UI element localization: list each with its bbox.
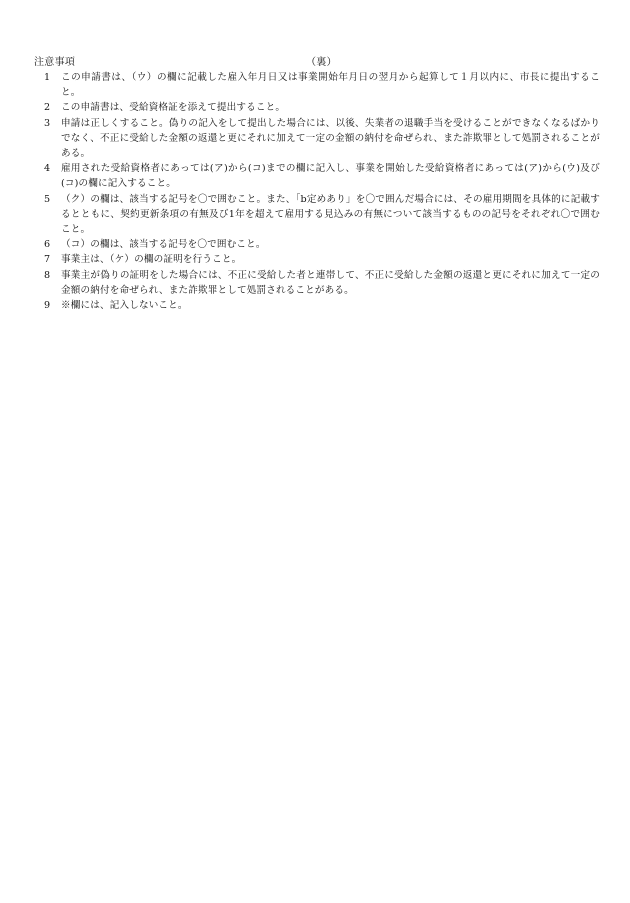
notes-heading: 注意事項 — [34, 57, 76, 68]
note-text: 雇用された受給資格者にあっては(ア)から(コ)までの欄に記入し、事業を開始した受給資格者にあっては(ア)から(ウ)及び(コ)の欄に記入すること。 — [61, 163, 600, 190]
note-item — [44, 192, 600, 238]
note-text: この申請書は、（ウ）の欄に記載した雇入年月日又は事業開始年月日の翌月から起算して１月以内に、市長に提出すること。 — [61, 72, 600, 99]
note-number: 8 — [44, 269, 51, 281]
note-text: （コ）の欄は、該当する記号を〇で囲むこと。 — [61, 239, 266, 251]
reverse-side-label: （裏） — [306, 57, 337, 68]
note-number: 4 — [44, 163, 51, 175]
notes-list — [34, 70, 600, 313]
note-item — [44, 237, 600, 252]
note-item — [44, 298, 600, 313]
note-text: （ク）の欄は、該当する記号を〇で囲むこと。また、「b定めあり」を〇で囲んだ場合には、その雇用期間を具体的に記載するとともに、契約更新条項の有無及び1年を超えて雇用する見込みの有無について該当するものの記号をそれぞれ〇で囲むこと。 — [61, 193, 600, 236]
note-item — [44, 70, 600, 100]
note-number: 2 — [44, 102, 51, 114]
note-item — [44, 268, 600, 298]
note-number: 5 — [44, 193, 51, 205]
note-text: 事業主が偽りの証明をした場合には、不正に受給した者と連帯して、不正に受給した金額の返還と更にそれに加えて一定の金額の納付を命ぜられ、また詐欺罪として処罰されることがある。 — [61, 269, 600, 296]
note-item — [44, 100, 600, 115]
note-item — [44, 161, 600, 191]
note-text: 申請は正しくすること。偽りの記入をして提出した場合には、以後、失業者の退職手当を受けることができなくなるばかりでなく、不正に受給した金額の返還と更にそれに加えて一定の金額の納付を命ぜられ、また詐欺罪として処罰されることがある。 — [61, 117, 600, 160]
note-number: 3 — [44, 117, 51, 129]
page-header — [34, 55, 600, 71]
note-number: 7 — [44, 254, 51, 266]
note-number: 1 — [44, 72, 51, 83]
note-item — [44, 252, 600, 267]
note-item — [44, 116, 600, 162]
note-text: この申請書は、受給資格証を添えて提出すること。 — [61, 102, 286, 114]
note-text: 事業主は、（ケ）の欄の証明を行うこと。 — [61, 254, 242, 266]
note-number: 9 — [44, 300, 51, 312]
note-number: 6 — [44, 239, 51, 251]
note-text: ※欄には、記入しないこと。 — [61, 300, 188, 312]
